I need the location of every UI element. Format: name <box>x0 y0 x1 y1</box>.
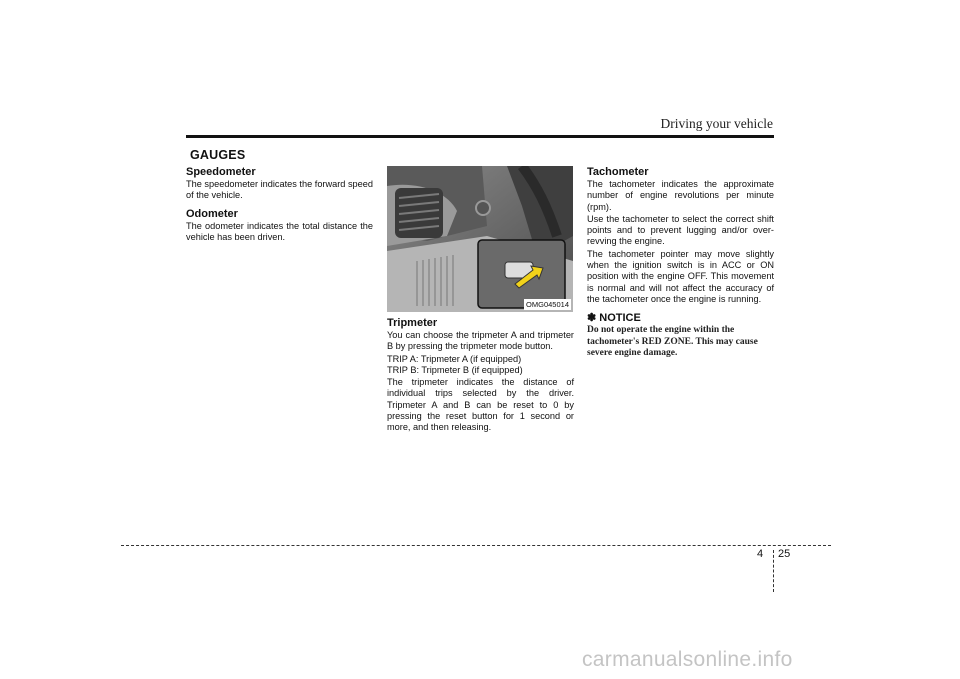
section-title: GAUGES <box>190 148 246 162</box>
header-title: Driving your vehicle <box>660 116 773 131</box>
speedometer-text: The speedometer indicates the forward speed of the vehicle. <box>186 179 373 201</box>
tachometer-p2: Use the tachometer to select the correct shift points and to prevent lugging and/or over-revving the engine. <box>587 213 774 247</box>
trip-a-text: TRIP A: Tripmeter A (if equipped) <box>387 353 522 364</box>
middle-column <box>387 166 574 435</box>
tripmeter-heading: Tripmeter <box>387 317 438 329</box>
page-number: 25 <box>778 548 791 560</box>
odometer-text: The odometer indicates the total distance the vehicle has been driven. <box>186 220 373 242</box>
chapter-number: 4 <box>757 548 764 560</box>
page-divider <box>773 550 774 592</box>
tripmeter-photo <box>387 166 573 312</box>
footer-rule <box>121 545 831 546</box>
dashboard-knob <box>476 201 490 215</box>
dashboard-illustration <box>387 166 573 312</box>
tachometer-p3: The tachometer pointer may move slightly when the ignition switch is in ACC or ON position with the engine OFF. This movement is normal and will not affect the accuracy of the tachometer once the engine is running. <box>587 248 774 304</box>
tripmeter-intro: You can choose the tripmeter A and tripmeter B by pressing the tripmeter mode button. <box>387 330 574 352</box>
tripmeter-detail: The tripmeter indicates the distance of individual trips selected by the driver. Tripmeter A and B can be reset to 0 by pressing the reset button for 1 second or more, and then releasing. <box>387 377 574 433</box>
trip-b-text: TRIP B: Tripmeter B (if equipped) <box>387 364 523 375</box>
figure-code: OMG045014 <box>526 300 569 309</box>
odometer-heading: Odometer <box>186 207 238 220</box>
right-column <box>587 166 774 360</box>
speedometer-heading: Speedometer <box>186 166 256 178</box>
tachometer-heading: Tachometer <box>587 166 649 178</box>
watermark: carmanualsonline.info <box>582 648 793 671</box>
notice-title: ✽ NOTICE <box>587 312 641 325</box>
left-column <box>186 166 373 244</box>
tachometer-p1: The tachometer indicates the approximate number of engine revolutions per minute (rpm). <box>587 179 774 212</box>
notice-text: Do not operate the engine within the tachometer's RED ZONE. This may cause severe engine damage. <box>587 325 758 359</box>
header-rule <box>186 135 774 138</box>
